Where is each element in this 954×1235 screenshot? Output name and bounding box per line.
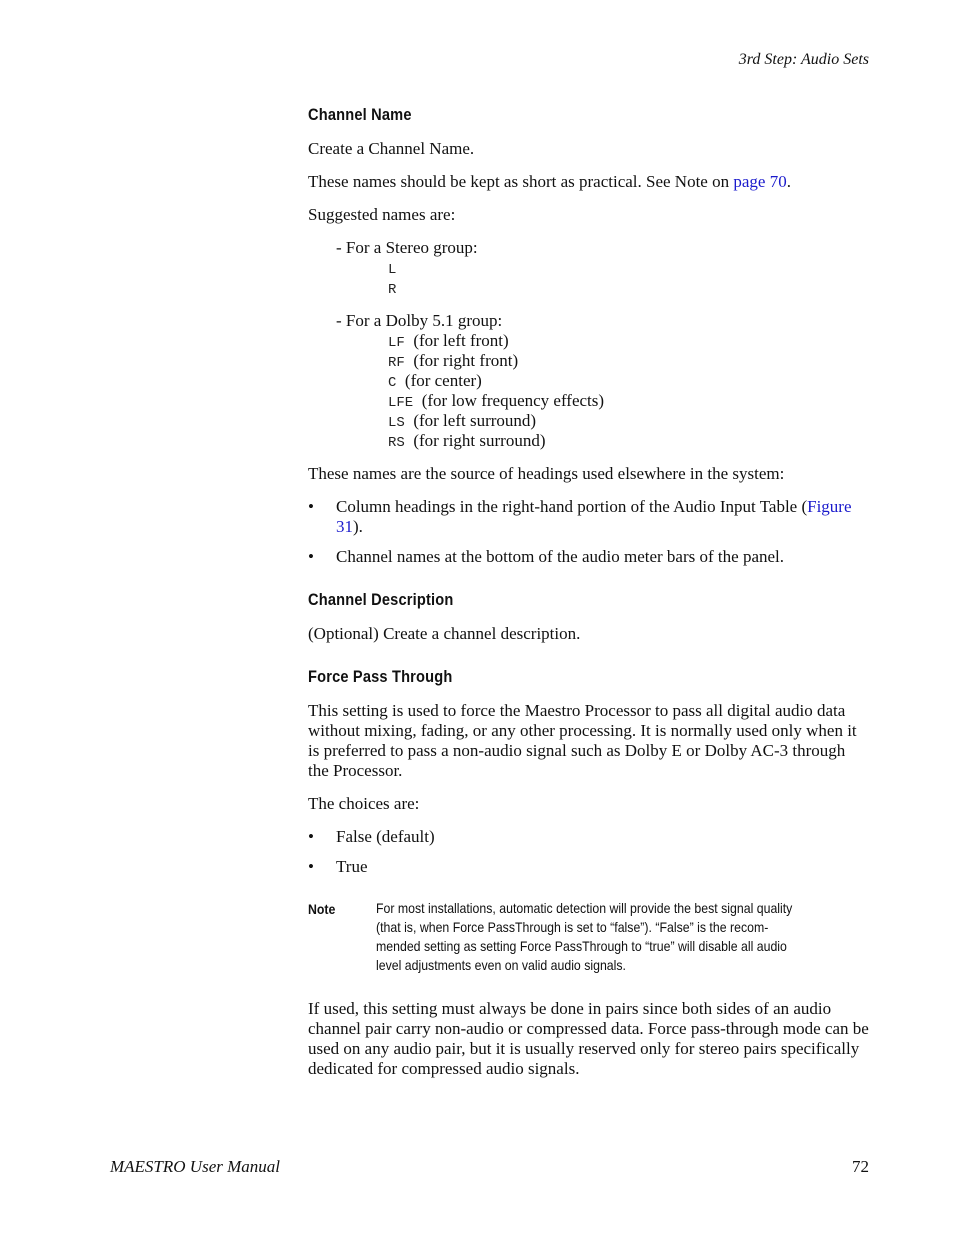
list-item [388, 351, 870, 371]
bullet-item [308, 497, 870, 537]
heading-channel-description: Channel Description [308, 590, 454, 609]
channel-desc: (for right surround) [413, 431, 546, 450]
channel-desc: (for center) [404, 371, 482, 390]
paragraph: (Optional) Create a channel description. [308, 624, 581, 643]
stereo-group-heading: - For a Stereo group: [336, 238, 478, 257]
channel-desc: (for left surround) [413, 411, 537, 430]
section-force-pass-through [308, 667, 870, 1079]
channel-desc: (for left front) [413, 331, 509, 350]
channel-code: LFE [388, 395, 414, 411]
bullet-text: Channel names at the bottom of the audio meter bars of the panel. [336, 547, 785, 566]
channel-desc: (for right front) [413, 351, 519, 370]
paragraph [308, 172, 870, 192]
paragraph: The choices are: [308, 794, 420, 813]
paragraph: This setting is used to force the Maestro Processor to pass all digital audio data without mixing, fading, or any other processing. It is normally used only when it is preferred to pass a non-audio signal such as Dolby E or Dolby AC-3 through the Processor. [308, 701, 857, 780]
list-item [388, 391, 870, 411]
channel-code: LS [388, 415, 405, 431]
list-item [388, 431, 870, 451]
bullet-marker: • [308, 827, 314, 846]
channel-code: RS [388, 435, 405, 451]
list-item [388, 278, 870, 298]
note-block [308, 899, 870, 975]
section-channel-description [308, 590, 870, 644]
link-page-70[interactable]: page 70 [733, 172, 787, 191]
paragraph: These names are the source of headings used elsewhere in the system: [308, 464, 785, 483]
page-content [308, 105, 870, 1092]
paragraph: Create a Channel Name. [308, 139, 475, 158]
bullet-text: False (default) [336, 827, 435, 846]
footer-manual-title: MAESTRO User Manual [110, 1157, 280, 1176]
bullet-item [308, 827, 870, 847]
channel-code: RF [388, 355, 405, 371]
paragraph-text: . [786, 172, 791, 191]
heading-force-pass-through: Force Pass Through [308, 667, 453, 686]
note-text: For most installations, automatic detection will provide the best signal quality (that is, when Force PassThrough is set to “false”). “False” is the recom-mended setting as setting Force PassThrough to “true” will disable all audio level adjustments even on valid audio signals. [376, 900, 793, 973]
channel-desc: (for low frequency effects) [421, 391, 605, 410]
stereo-names [388, 258, 870, 298]
list-item [388, 411, 870, 431]
list-item [388, 258, 870, 278]
list-item [388, 371, 870, 391]
paragraph: Suggested names are: [308, 205, 456, 224]
dolby-names [388, 331, 870, 451]
channel-code: C [388, 375, 397, 391]
bullet-text: ). [353, 517, 363, 536]
bullet-marker: • [308, 857, 314, 876]
bullet-item [308, 547, 870, 567]
dolby-group-heading: - For a Dolby 5.1 group: [336, 311, 503, 330]
dolby-group-list [308, 311, 870, 451]
channel-code: LF [388, 335, 405, 351]
section-channel-name [308, 105, 870, 567]
channel-code: R [388, 282, 397, 298]
list-item [388, 331, 870, 351]
stereo-group-list [308, 238, 870, 298]
paragraph: If used, this setting must always be done in pairs since both sides of an audio channel pair carry non-audio or compressed data. Force pass-through mode can be used on any audio pair, but it is usually reserved only for stereo pairs specifically dedicated for compressed audio signals. [308, 999, 869, 1078]
paragraph-text: These names should be kept as short as practical. See Note on [308, 172, 734, 191]
bullet-text: True [336, 857, 368, 876]
bullet-text: Column headings in the right-hand portion of the Audio Input Table ( [336, 497, 808, 516]
heading-channel-name: Channel Name [308, 105, 412, 124]
bullet-marker: • [308, 547, 314, 566]
note-label: Note [308, 901, 336, 917]
page-number: 72 [852, 1157, 869, 1176]
running-header: 3rd Step: Audio Sets [738, 51, 869, 68]
link-figure-31[interactable]: Figure 31 [336, 497, 852, 536]
bullet-marker: • [308, 497, 314, 516]
channel-code: L [388, 262, 397, 278]
bullet-item [308, 857, 870, 877]
